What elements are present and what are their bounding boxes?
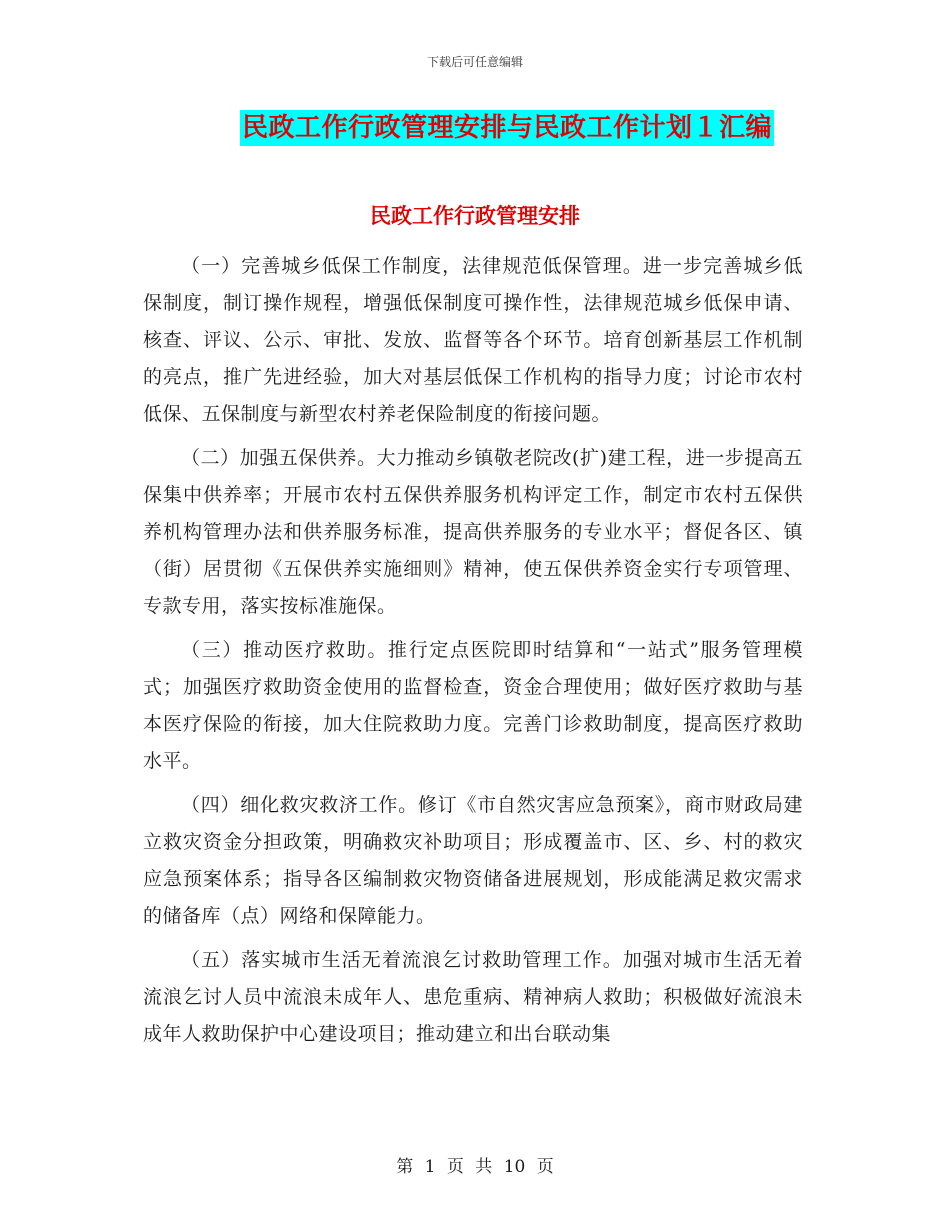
paragraph-5: （五）落实城市生活无着流浪乞讨救助管理工作。加强对城市生活无着流浪乞讨人员中流浪未成年人、患危重病、精神病人救助；积极做好流浪未成年人救助保护中心建设项目；推动建立和出台联动集	[143, 949, 803, 1045]
main-title: 民政工作行政管理安排与民政工作计划１汇编	[240, 110, 774, 146]
paragraph-3: （三）推动医疗救助。推行定点医院即时结算和“一站式”服务管理模式；加强医疗救助资金使用的监督检查，资金合理使用；做好医疗救助与基本医疗保险的衔接，加大住院救助力度。完善门诊救助制度，提高医疗救助水平。	[143, 639, 803, 772]
paragraph-2: （二）加强五保供养。大力推动乡镇敬老院改(扩)建工程，进一步提高五保集中供养率；开展市农村五保供养服务机构评定工作，制定市农村五保供养机构管理办法和供养服务标准，提高供养服务的专业水平；督促各区、镇（街）居贯彻《五保供养实施细则》精神，使五保供养资金实行专项管理、专款专用，落实按标准施保。	[143, 447, 803, 617]
main-title-wrap	[0, 110, 950, 146]
paragraph-4: （四）细化救灾救济工作。修订《市自然灾害应急预案》，商市财政局建立救灾资金分担政策，明确救灾补助项目；形成覆盖市、区、乡、村的救灾应急预案体系；指导各区编制救灾物资储备进展规划，形成能满足救灾需求的储备库（点）网络和保障能力。	[143, 794, 803, 927]
document-body	[143, 248, 803, 1060]
page-footer: 第 1 页 共 10 页	[396, 1157, 554, 1177]
paragraph-1: （一）完善城乡低保工作制度，法律规范低保管理。进一步完善城乡低保制度，制订操作规程，增强低保制度可操作性，法律规范城乡低保申请、核查、评议、公示、审批、发放、监督等各个环节。培育创新基层工作机制的亮点，推广先进经验，加大对基层低保工作机构的指导力度；讨论市农村低保、五保制度与新型农村养老保险制度的衔接问题。	[143, 255, 803, 425]
header-note: 下载后可任意编辑	[426, 55, 523, 69]
section-title: 民政工作行政管理安排	[370, 203, 580, 228]
